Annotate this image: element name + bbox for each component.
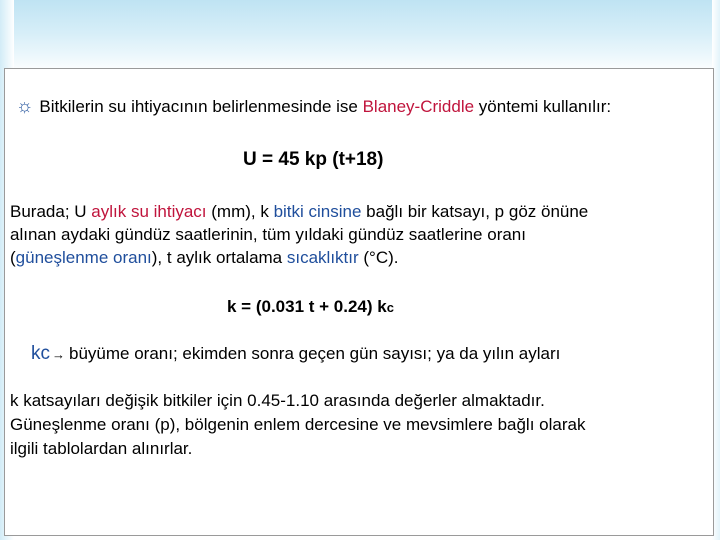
arrow-right-icon: → [52,347,65,362]
intro-line: ☼ Bitkilerin su ihtiyacının belirlenmesinde ise Blaney-Criddle yöntemi kullanılır: [16,96,612,117]
closing-line-1: k katsayıları değişik bitkiler için 0.45-1.10 arasında değerler almaktadır. [10,391,545,410]
definition-line-1: Burada; U aylık su ihtiyacı (mm), k bitki cinsine bağlı bir katsayı, p göz önüne [10,202,589,221]
formula-u: U = 45 kp (t+18) [243,149,384,170]
definition-line-3: (güneşlenme oranı), t aylık ortalama sıcaklıktır (°C). [10,248,399,267]
kc-line: kc → büyüme oranı; ekimden sonra geçen gün sayısı; ya da yılın ayları [31,343,561,364]
closing-line-3: ilgili tablolardan alınırlar. [10,439,193,458]
definition-line-2: alınan aydaki gündüz saatlerinin, tüm yıldaki gündüz saatlerine oranı [10,225,526,244]
sun-icon: ☼ [16,96,34,117]
closing-line-2: Güneşlenme oranı (p), bölgenin enlem dercesine ve mevsimlere bağlı olarak [10,415,586,434]
header-band [0,0,720,72]
kc-label: kc [31,343,50,364]
formula-k: k = (0.031 t + 0.24) kc [227,297,394,316]
method-name: Blaney-Criddle [362,97,475,116]
